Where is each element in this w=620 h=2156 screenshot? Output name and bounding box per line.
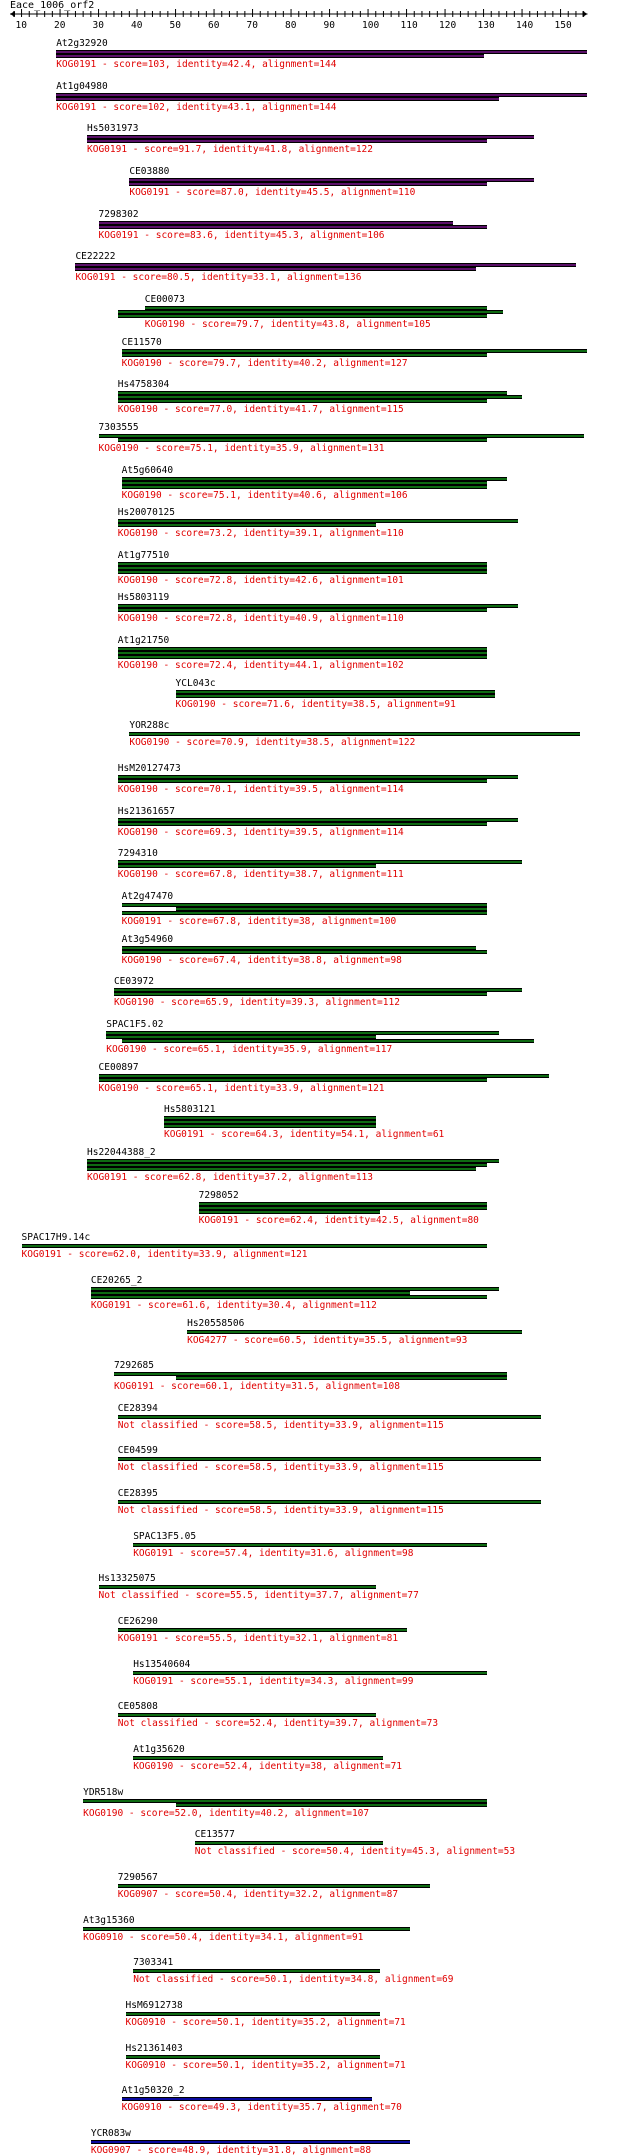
hit-name[interactable]: CE00897 — [98, 1061, 139, 1073]
alignment-bar — [56, 54, 483, 58]
alignment-bar — [87, 1167, 476, 1171]
hit-description: Not classified - score=58.5, identity=33.9, alignment=115 — [117, 1462, 444, 1474]
alignment-bar — [122, 2097, 372, 2101]
hit-description: KOG0190 - score=72.4, identity=44.1, alignment=102 — [117, 660, 404, 672]
alignment-bar — [91, 1295, 488, 1299]
hit-description: KOG0191 - score=62.8, identity=37.2, alignment=113 — [87, 1171, 373, 1183]
hit-name[interactable]: At5g60640 — [121, 464, 174, 476]
alignment-bar — [122, 911, 488, 915]
alignment-bar — [118, 1628, 407, 1632]
alignment-bar — [133, 1969, 379, 1973]
ruler-tick-label: 50 — [169, 20, 181, 31]
hit-description: KOG0190 - score=77.0, identity=41.7, alignment=115 — [117, 404, 404, 416]
hit-description: KOG0191 - score=61.6, identity=30.4, alignment=112 — [90, 1299, 377, 1311]
hit-name[interactable]: Hs20558506 — [187, 1317, 245, 1329]
alignment-bar — [129, 182, 487, 186]
ruler-tick-label: 130 — [477, 20, 495, 31]
hit-description: KOG0191 - score=102, identity=43.1, alignment=144 — [56, 101, 337, 113]
hit-description: KOG0190 - score=67.4, identity=38.8, alignment=98 — [121, 954, 402, 966]
alignment-bar — [133, 1671, 487, 1675]
ruler-tick-label: 80 — [285, 20, 297, 31]
ruler-tick-label: 30 — [92, 20, 104, 31]
hit-description: KOG0910 - score=50.4, identity=34.1, alignment=91 — [83, 1931, 364, 1943]
hit-description: KOG0191 - score=80.5, identity=33.1, alignment=136 — [75, 272, 362, 284]
alignment-bar — [129, 732, 579, 736]
hit-name[interactable]: CE26290 — [117, 1616, 158, 1628]
alignment-bar — [187, 1330, 522, 1334]
hit-description: KOG0910 - score=50.1, identity=35.2, alignment=71 — [125, 2059, 406, 2071]
hit-name[interactable]: CE13577 — [194, 1829, 235, 1841]
alignment-bar — [195, 1841, 384, 1845]
hit-description: KOG0191 - score=83.6, identity=45.3, alignment=106 — [98, 229, 385, 241]
hit-description: KOG0190 - score=70.1, identity=39.5, alignment=114 — [117, 784, 404, 796]
hit-name[interactable]: SPAC17H9.14c — [21, 1232, 91, 1244]
alignment-bar — [164, 1124, 376, 1128]
hit-description: KOG0910 - score=50.1, identity=35.2, alignment=71 — [125, 2016, 406, 2028]
hit-name[interactable]: 7298052 — [198, 1189, 239, 1201]
alignment-bar — [118, 1415, 542, 1419]
hit-name[interactable]: CE00073 — [144, 293, 185, 305]
alignment-bar — [118, 655, 488, 659]
alignment-bar — [99, 1585, 376, 1589]
hit-name[interactable]: Hs4758304 — [117, 379, 170, 391]
ruler-tick-label: 90 — [323, 20, 335, 31]
alignment-bar — [199, 1210, 380, 1214]
ruler-tick-label: 70 — [246, 20, 258, 31]
hit-name[interactable]: HsM6912738 — [125, 1999, 183, 2011]
hit-name[interactable]: At1g04980 — [56, 80, 108, 92]
hit-name[interactable]: Hs13540604 — [133, 1658, 191, 1670]
hit-name[interactable]: 7292685 — [113, 1360, 154, 1372]
ruler-tick-label: 110 — [400, 20, 418, 31]
alignment-bar — [87, 139, 487, 143]
ruler-tick-label: 100 — [362, 20, 380, 31]
hit-description: KOG0190 - score=79.7, identity=43.8, alignment=105 — [144, 318, 431, 330]
hit-description: KOG0190 - score=75.1, identity=35.9, alignment=131 — [98, 442, 385, 454]
alignment-bar — [22, 1244, 488, 1248]
alignment-bar — [122, 1039, 534, 1043]
alignment-bar — [118, 1500, 542, 1504]
hit-name[interactable]: At3g54960 — [121, 933, 174, 945]
hit-description: KOG0191 - score=91.7, identity=41.8, alignment=122 — [87, 144, 373, 156]
hit-name[interactable]: SPAC1F5.02 — [106, 1018, 164, 1030]
alignment-bar — [118, 1457, 542, 1461]
hit-name[interactable]: 7298302 — [98, 208, 139, 220]
hit-name[interactable]: Hs13325075 — [98, 1573, 156, 1585]
hit-name[interactable]: 7294310 — [117, 848, 158, 860]
hit-description: KOG0910 - score=49.3, identity=35.7, alignment=70 — [121, 2102, 402, 2114]
hit-description: KOG0191 - score=60.1, identity=31.5, alignment=108 — [113, 1381, 400, 1393]
alignment-bar — [118, 523, 376, 527]
alignment-bar — [126, 2055, 380, 2059]
alignment-bar — [83, 1927, 410, 1931]
hit-description: KOG0190 - score=52.0, identity=40.2, alignment=107 — [83, 1807, 370, 1819]
hit-name[interactable]: SPAC13F5.05 — [133, 1530, 197, 1542]
alignment-bar — [118, 438, 488, 442]
ruler-tick-label: 10 — [15, 20, 27, 31]
hit-description: KOG0190 - score=71.6, identity=38.5, alignment=91 — [175, 698, 456, 710]
hit-name[interactable]: Hs5803119 — [117, 592, 170, 604]
hit-description: KOG0191 - score=64.3, identity=54.1, alignment=61 — [164, 1129, 445, 1141]
ruler-tick-label: 60 — [208, 20, 220, 31]
alignment-bar — [118, 779, 488, 783]
alignment-bar — [118, 570, 488, 574]
hit-name[interactable]: At1g77510 — [117, 549, 170, 561]
hit-name[interactable]: CE28395 — [117, 1488, 158, 1500]
hit-description: Not classified - score=50.4, identity=45.3, alignment=53 — [194, 1846, 516, 1858]
alignment-bar — [176, 1803, 488, 1807]
alignment-bar — [133, 1543, 487, 1547]
hit-description: KOG0191 - score=62.4, identity=42.5, alignment=80 — [198, 1214, 479, 1226]
hit-name[interactable]: CE11570 — [121, 336, 162, 348]
hit-description: Not classified - score=52.4, identity=39.7, alignment=73 — [117, 1718, 439, 1730]
hit-name[interactable]: Hs5031973 — [87, 123, 139, 135]
hit-description: Not classified - score=58.5, identity=33.9, alignment=115 — [117, 1505, 444, 1517]
hit-name[interactable]: CE03972 — [113, 976, 154, 988]
hit-name[interactable]: 7303555 — [98, 421, 139, 433]
ruler-tick-label: 20 — [54, 20, 66, 31]
hit-description: KOG0191 - score=57.4, identity=31.6, alignment=98 — [133, 1547, 414, 1559]
ruler-tick-label: 120 — [439, 20, 457, 31]
hit-name[interactable]: At3g15360 — [83, 1914, 135, 1926]
alignment-bar — [176, 694, 496, 698]
alignment-bar — [75, 267, 475, 271]
alignment-bar — [118, 314, 488, 318]
hit-description: KOG0190 - score=72.8, identity=40.9, alignment=110 — [117, 613, 404, 625]
hit-name[interactable]: YCL043c — [175, 677, 216, 689]
alignment-bar — [122, 353, 488, 357]
alignment-bar — [99, 225, 488, 229]
hit-name[interactable]: YOR288c — [129, 720, 170, 732]
query-title: Eace_1006_orf2 — [10, 0, 95, 11]
alignment-bar — [126, 2012, 380, 2016]
hit-description: KOG4277 - score=60.5, identity=35.5, alignment=93 — [187, 1334, 468, 1346]
hit-name[interactable]: CE28394 — [117, 1402, 158, 1414]
hit-name[interactable]: At1g21750 — [117, 635, 170, 647]
hit-description: KOG0191 - score=55.5, identity=32.1, alignment=81 — [117, 1633, 399, 1645]
hit-description: KOG0190 - score=69.3, identity=39.5, alignment=114 — [117, 826, 404, 838]
hit-description: Not classified - score=50.1, identity=34.8, alignment=69 — [133, 1974, 454, 1986]
hit-description: KOG0190 - score=75.1, identity=40.6, alignment=106 — [121, 489, 408, 501]
hit-description: KOG0190 - score=65.9, identity=39.3, alignment=112 — [113, 997, 400, 1009]
hit-description: KOG0191 - score=87.0, identity=45.5, alignment=110 — [129, 186, 416, 198]
hit-name[interactable]: CE20265_2 — [90, 1274, 143, 1286]
alignment-bar — [118, 399, 488, 403]
hit-name[interactable]: At2g47470 — [121, 891, 174, 902]
hit-description: KOG0907 - score=50.4, identity=32.2, alignment=87 — [117, 1888, 399, 1900]
hit-description: KOG0191 - score=62.0, identity=33.9, alignment=121 — [21, 1249, 308, 1261]
alignment-bar — [122, 485, 488, 489]
hit-name[interactable]: Hs22044388_2 — [87, 1146, 156, 1158]
hit-description: KOG0190 - score=65.1, identity=33.9, alignment=121 — [98, 1082, 385, 1094]
hit-name[interactable]: Hs20070125 — [117, 507, 175, 519]
alignment-bar — [122, 950, 488, 954]
hit-name[interactable]: CE05808 — [117, 1701, 158, 1713]
hit-description: KOG0191 - score=103, identity=42.4, alignment=144 — [56, 59, 337, 70]
alignment-bar — [118, 1713, 376, 1717]
hit-description: KOG0190 - score=70.9, identity=38.5, alignment=122 — [129, 737, 416, 749]
hit-description: KOG0190 - score=52.4, identity=38, alignment=71 — [133, 1761, 403, 1772]
hit-description: KOG0191 - score=67.8, identity=38, alignment=100 — [121, 916, 397, 927]
alignment-bar — [56, 97, 499, 101]
hit-name[interactable]: Hs21361657 — [117, 805, 175, 817]
hit-name[interactable]: 7303341 — [133, 1957, 174, 1969]
hit-name[interactable]: At1g50320_2 — [121, 2085, 185, 2097]
hit-name[interactable]: YCR083w — [90, 2127, 131, 2139]
hit-name[interactable]: CE03880 — [129, 165, 170, 177]
alignment-bar — [118, 1884, 430, 1888]
hit-description: Not classified - score=58.5, identity=33.9, alignment=115 — [117, 1419, 444, 1431]
hit-description: KOG0190 - score=67.8, identity=38.7, alignment=111 — [117, 869, 404, 881]
hit-description: KOG0190 - score=65.1, identity=35.9, alignment=117 — [106, 1043, 393, 1055]
hit-name[interactable]: Hs21361403 — [125, 2042, 183, 2054]
ruler-tick-label: 40 — [131, 20, 143, 31]
hit-name[interactable]: 7290567 — [117, 1871, 158, 1883]
hit-name[interactable]: At2g32920 — [56, 38, 108, 49]
hit-name[interactable]: Hs5803121 — [164, 1104, 216, 1116]
hit-name[interactable]: YDR518w — [83, 1786, 124, 1798]
alignment-bar — [133, 1756, 383, 1760]
hit-description: KOG0907 - score=48.9, identity=31.8, alignment=88 — [90, 2144, 372, 2156]
ruler-tick-label: 150 — [554, 20, 572, 31]
alignment-bar — [118, 608, 488, 612]
hit-name[interactable]: CE22222 — [75, 251, 116, 263]
ruler-tick-label: 140 — [516, 20, 534, 31]
hit-description: Not classified - score=55.5, identity=37.7, alignment=77 — [98, 1590, 419, 1602]
hit-description: KOG0190 - score=73.2, identity=39.1, alignment=110 — [117, 528, 404, 540]
hit-description: KOG0191 - score=55.1, identity=34.3, alignment=99 — [133, 1675, 414, 1687]
alignment-bar — [176, 1376, 507, 1380]
alignment-bar — [99, 1078, 488, 1082]
alignment-bar — [118, 822, 488, 826]
alignment-bar — [118, 864, 376, 868]
hit-name[interactable]: CE04599 — [117, 1445, 158, 1457]
hit-name[interactable]: HsM20127473 — [117, 763, 181, 775]
hit-description: KOG0190 - score=72.8, identity=42.6, alignment=101 — [117, 574, 404, 586]
hit-name[interactable]: At1g35620 — [133, 1744, 185, 1755]
alignment-bar — [91, 2140, 411, 2144]
hit-description: KOG0190 - score=79.7, identity=40.2, alignment=127 — [121, 357, 408, 369]
alignment-bar — [114, 992, 487, 996]
position-ruler — [0, 0, 620, 20]
